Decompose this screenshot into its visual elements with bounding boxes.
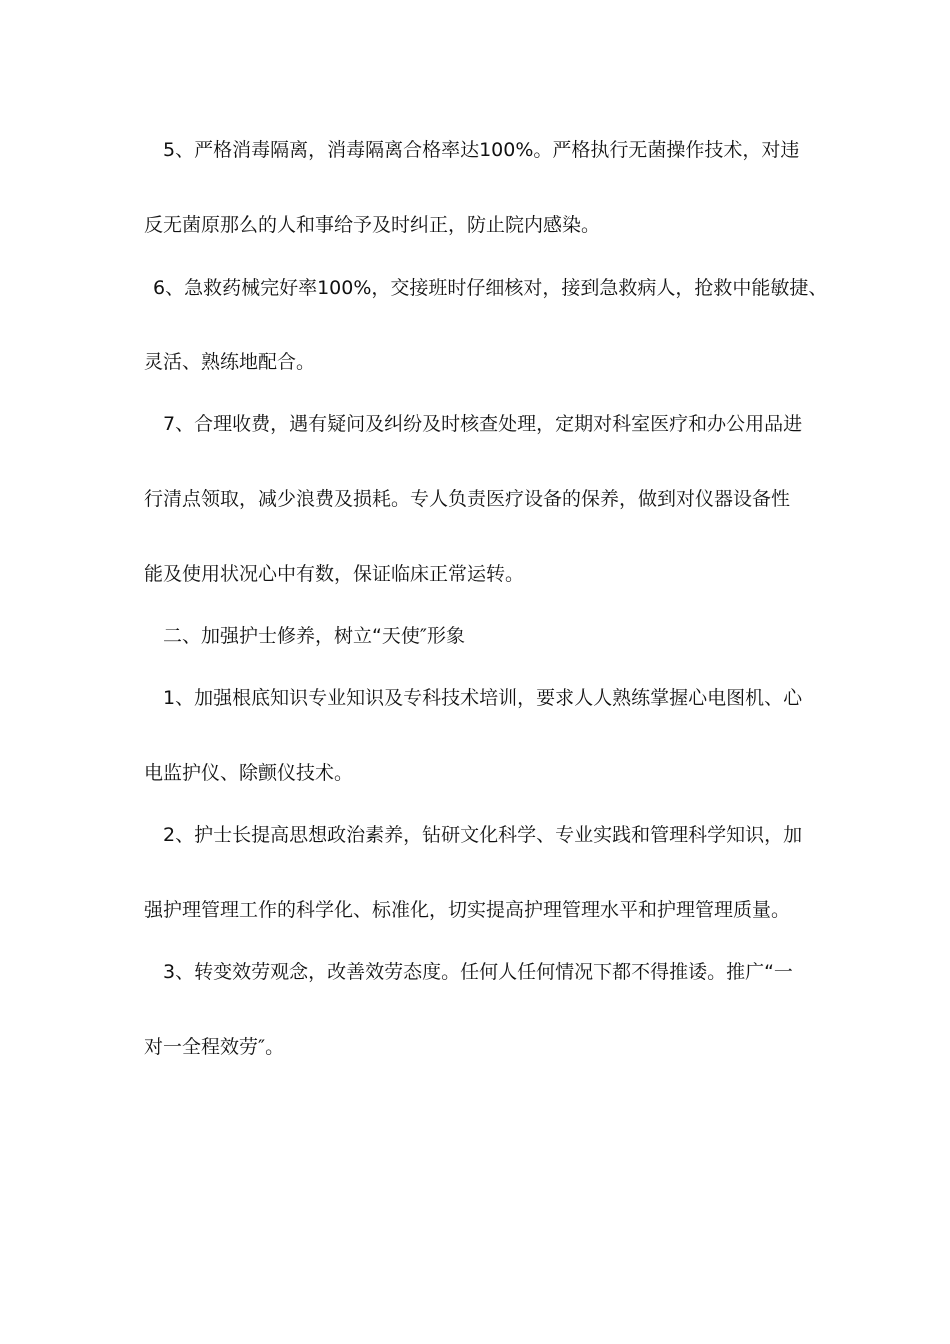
subitem-1-line-2: 电监护仪、除颤仪技术。 <box>144 762 354 784</box>
section-heading: 二、加强护士修养，树立“天使″形象 <box>163 625 465 647</box>
subitem-3-line-1: 3、转变效劳观念，改善效劳态度。任何人任何情况下都不得推诿。推广“一 <box>163 961 793 983</box>
subitem-2-line-1: 2、护士长提高思想政治素养，钻研文化科学、专业实践和管理科学知识，加 <box>163 824 803 846</box>
subitem-1-line-1: 1、加强根底知识专业知识及专科技术培训，要求人人熟练掌握心电图机、心 <box>163 687 803 709</box>
item-6-line-2: 灵活、熟练地配合。 <box>144 351 316 373</box>
subitem-3-line-2: 对一全程效劳″。 <box>144 1036 285 1058</box>
item-7-line-1: 7、合理收费，遇有疑问及纠纷及时核查处理，定期对科室医疗和办公用品进 <box>163 413 803 435</box>
item-5-line-1: 5、严格消毒隔离，消毒隔离合格率达100%。严格执行无菌操作技术，对违 <box>163 139 800 161</box>
item-7-line-3: 能及使用状况心中有数，保证临床正常运转。 <box>144 563 525 585</box>
item-7-line-2: 行清点领取，减少浪费及损耗。专人负责医疗设备的保养，做到对仪器设备性 <box>144 488 791 510</box>
subitem-2-line-2: 强护理管理工作的科学化、标准化，切实提高护理管理水平和护理管理质量。 <box>144 899 791 921</box>
item-6-line-1: 6、急救药械完好率100%，交接班时仔细核对，接到急救病人，抢救中能敏捷、 <box>153 277 828 299</box>
item-5-line-2: 反无菌原那么的人和事给予及时纠正，防止院内感染。 <box>144 214 601 236</box>
